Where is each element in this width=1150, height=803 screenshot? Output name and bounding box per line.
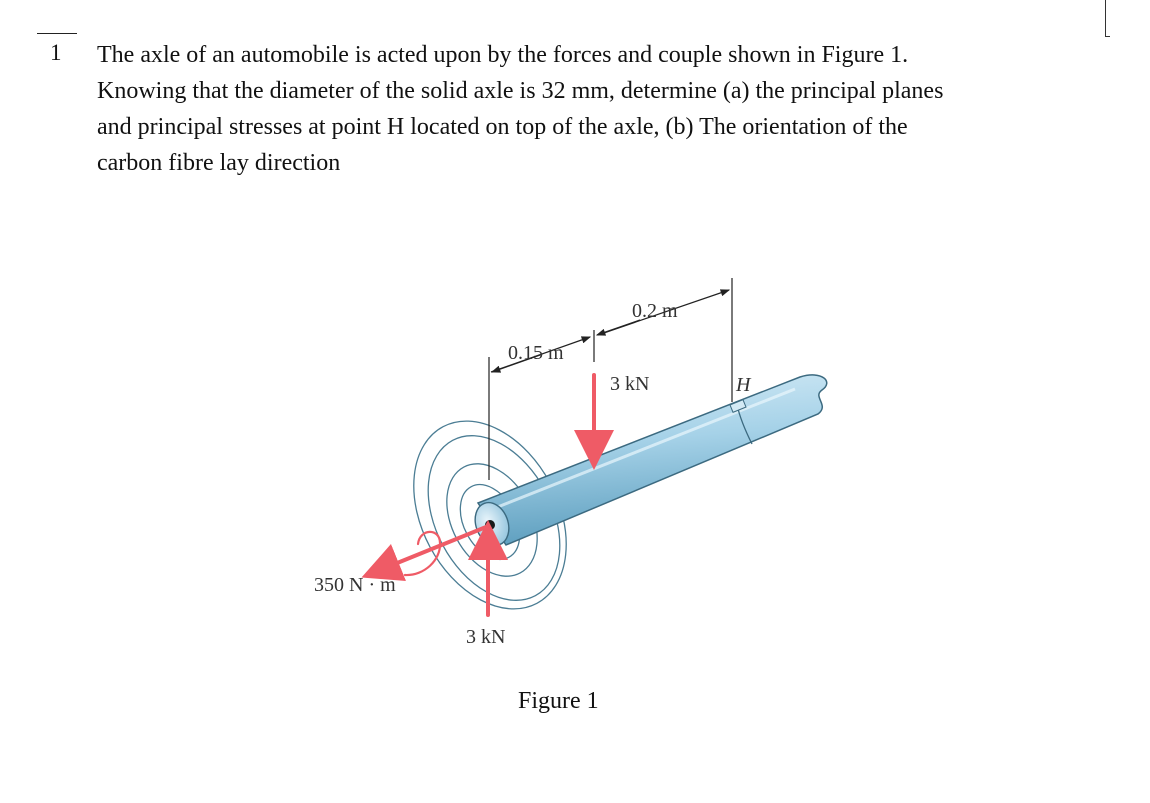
label-couple: 350 N · m (314, 574, 396, 596)
dim-line-02-back (597, 320, 640, 335)
question-number: 1 (50, 40, 62, 65)
axle-shaft (478, 375, 827, 545)
question-line: carbon fibre lay direction (97, 150, 341, 176)
question-line: Knowing that the diameter of the solid axle is 32 mm, determine (a) the principal planes (97, 78, 944, 104)
figure-caption: Figure 1 (518, 688, 599, 714)
question-line: The axle of an automobile is acted upon by the forces and couple shown in Figure 1. (97, 42, 909, 68)
label-force-top: 3 kN (610, 373, 650, 395)
axle-highlight (485, 389, 795, 512)
question-line: and principal stresses at point H located on top of the axle, (b) The orientation of the (97, 114, 908, 140)
label-dim-02: 0.2 m (632, 300, 678, 322)
label-point-h: H (736, 374, 751, 396)
label-dim-015: 0.15 m (508, 342, 564, 364)
label-force-bottom: 3 kN (466, 626, 506, 648)
